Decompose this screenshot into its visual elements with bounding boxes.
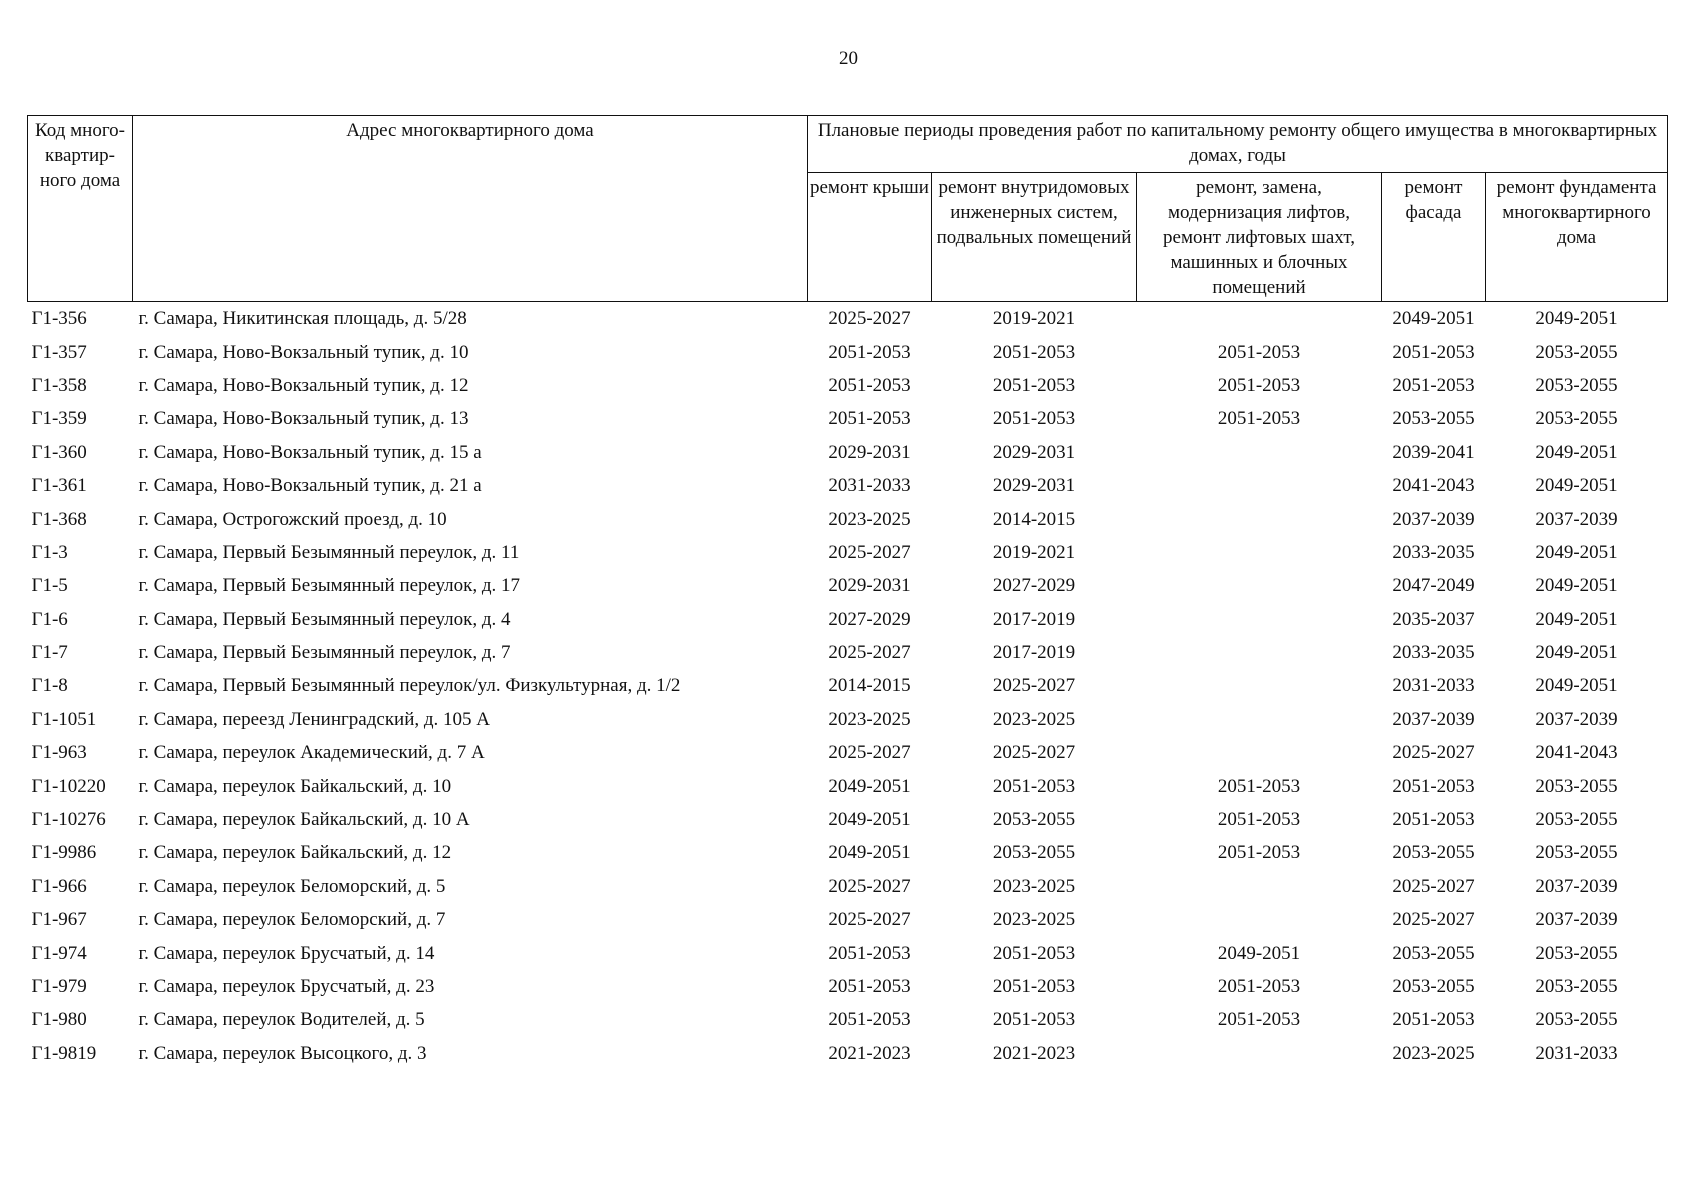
cell-elevators-period: [1137, 903, 1382, 936]
table-row: [28, 803, 1668, 836]
cell-roof-period: 2049-2051: [828, 842, 911, 864]
table-row: [28, 302, 1668, 336]
cell-roof-period: 2049-2051: [828, 809, 911, 831]
cell-address: г. Самара, переулок Беломорский, д. 5: [138, 875, 446, 897]
table-row: [28, 369, 1668, 402]
cell-address: г. Самара, Первый Безымянный переулок, д. 7: [138, 642, 511, 664]
header-roof-repair: ремонт крыши: [808, 173, 932, 302]
cell-house-code: Г1-8: [31, 675, 68, 697]
cell-facade-period: 2033-2035: [1392, 541, 1475, 563]
cell-systems-period: 2051-2053: [992, 775, 1076, 797]
cell-facade-period: 2023-2025: [1392, 1042, 1475, 1064]
cell-systems-period: 2029-2031: [992, 441, 1076, 463]
cell-elevators-period: [1137, 603, 1382, 636]
cell-address: г. Самара, Первый Безымянный переулок, д. 17: [138, 575, 521, 597]
cell-elevators-period: [1137, 536, 1382, 569]
cell-roof-period: 2051-2053: [828, 408, 911, 430]
cell-roof-period: 2014-2015: [828, 675, 911, 697]
repair-schedule-table: [27, 115, 1668, 1070]
repair-schedule-table-container: [27, 115, 1667, 1070]
cell-facade-period: 2037-2039: [1392, 708, 1475, 730]
cell-systems-period: 2051-2053: [992, 374, 1076, 396]
cell-systems-period: 2023-2025: [992, 909, 1076, 931]
cell-facade-period: 2039-2041: [1392, 441, 1475, 463]
cell-house-code: Г1-979: [31, 976, 87, 997]
cell-facade-period: 2051-2053: [1392, 775, 1475, 797]
cell-address: г. Самара, переулок Брусчатый, д. 14: [138, 942, 435, 964]
cell-facade-period: 2037-2039: [1392, 508, 1475, 530]
cell-foundation-period: 2037-2039: [1535, 508, 1618, 530]
cell-elevators-period: [1137, 1037, 1382, 1070]
cell-facade-period: 2047-2049: [1392, 575, 1475, 597]
cell-systems-period: 2019-2021: [992, 541, 1076, 563]
header-planned-periods: Плановые периоды проведения работ по капитальному ремонту общего имущества в многоквартирных домах, годы: [808, 116, 1668, 173]
cell-house-code: Г1-9986: [31, 842, 97, 864]
cell-facade-period: 2041-2043: [1392, 475, 1475, 497]
header-house-code: Код много-квартир-ного дома: [28, 116, 133, 302]
table-row: [28, 903, 1668, 936]
table-row: [28, 436, 1668, 469]
cell-address: г. Самара, Первый Безымянный переулок, д. 4: [138, 608, 511, 630]
cell-systems-period: 2051-2053: [992, 341, 1076, 363]
cell-foundation-period: 2031-2033: [1535, 1042, 1618, 1064]
cell-house-code: Г1-963: [31, 742, 87, 764]
cell-house-code: Г1-5: [31, 575, 68, 597]
cell-roof-period: 2025-2027: [828, 742, 911, 764]
cell-address: г. Самара, Никитинская площадь, д. 5/28: [138, 308, 467, 330]
cell-roof-period: 2025-2027: [828, 541, 911, 563]
cell-systems-period: 2051-2053: [992, 1009, 1076, 1031]
cell-address: г. Самара, переулок Байкальский, д. 10 А: [138, 809, 470, 831]
cell-house-code: Г1-357: [31, 341, 87, 363]
cell-elevators-period: [1137, 736, 1382, 769]
cell-roof-period: 2021-2023: [828, 1042, 911, 1064]
cell-elevators-period: [1137, 669, 1382, 702]
cell-roof-period: 2025-2027: [828, 875, 911, 897]
cell-address: г. Самара, переулок Водителей, д. 5: [138, 1009, 425, 1031]
cell-systems-period: 2023-2025: [992, 708, 1076, 730]
cell-systems-period: 2051-2053: [992, 942, 1076, 964]
cell-roof-period: 2051-2053: [828, 374, 911, 396]
cell-systems-period: 2027-2029: [992, 575, 1076, 597]
table-row: [28, 636, 1668, 669]
cell-roof-period: 2051-2053: [828, 1009, 911, 1031]
cell-elevators-period: 2051-2053: [1217, 842, 1301, 864]
cell-facade-period: 2025-2027: [1392, 742, 1475, 764]
cell-foundation-period: 2053-2055: [1535, 976, 1618, 997]
cell-foundation-period: 2049-2051: [1535, 441, 1618, 463]
cell-systems-period: 2017-2019: [992, 642, 1076, 664]
cell-facade-period: 2035-2037: [1392, 608, 1475, 630]
cell-house-code: Г1-10276: [31, 809, 106, 831]
cell-roof-period: 2031-2033: [828, 475, 911, 497]
table-row: [28, 703, 1668, 736]
cell-roof-period: 2051-2053: [828, 341, 911, 363]
cell-foundation-period: 2041-2043: [1535, 742, 1618, 764]
cell-address: г. Самара, Острогожский проезд, д. 10: [138, 508, 447, 530]
cell-roof-period: 2051-2053: [828, 942, 911, 964]
cell-roof-period: 2049-2051: [828, 775, 911, 797]
cell-facade-period: 2025-2027: [1392, 909, 1475, 931]
cell-elevators-period: 2051-2053: [1217, 775, 1301, 797]
cell-foundation-period: 2053-2055: [1535, 408, 1618, 430]
header-elevator-repair: ремонт, замена, модернизация лифтов, ремонт лифтовых шахт, машинных и блочных помещений: [1137, 173, 1382, 302]
cell-systems-period: 2025-2027: [992, 742, 1076, 764]
cell-house-code: Г1-6: [31, 608, 68, 630]
cell-foundation-period: 2049-2051: [1535, 308, 1618, 330]
cell-elevators-period: [1137, 636, 1382, 669]
cell-house-code: Г1-358: [31, 374, 87, 396]
cell-house-code: Г1-361: [31, 475, 87, 497]
cell-address: г. Самара, переулок Академический, д. 7 А: [138, 742, 485, 764]
cell-foundation-period: 2049-2051: [1535, 608, 1618, 630]
cell-foundation-period: 2037-2039: [1535, 708, 1618, 730]
cell-systems-period: 2025-2027: [992, 675, 1076, 697]
cell-address: г. Самара, переулок Байкальский, д. 10: [138, 775, 452, 797]
cell-address: г. Самара, Ново-Вокзальный тупик, д. 15 а: [138, 441, 482, 463]
cell-systems-period: 2019-2021: [992, 308, 1076, 330]
cell-elevators-period: 2051-2053: [1217, 976, 1301, 997]
cell-house-code: Г1-368: [31, 508, 87, 530]
cell-house-code: Г1-7: [31, 642, 68, 664]
cell-house-code: Г1-3: [31, 541, 68, 563]
cell-roof-period: 2023-2025: [828, 708, 911, 730]
cell-facade-period: 2049-2051: [1392, 308, 1475, 330]
table-row: [28, 536, 1668, 569]
cell-elevators-period: 2051-2053: [1217, 374, 1301, 396]
cell-roof-period: 2029-2031: [828, 575, 911, 597]
header-facade-repair: ремонт фасада: [1382, 173, 1486, 302]
cell-systems-period: 2029-2031: [992, 475, 1076, 497]
table-row: [28, 736, 1668, 769]
cell-systems-period: 2051-2053: [992, 408, 1076, 430]
cell-address: г. Самара, Ново-Вокзальный тупик, д. 12: [138, 374, 469, 396]
cell-address: г. Самара, переулок Высоцкого, д. 3: [138, 1042, 427, 1064]
table-row: [28, 936, 1668, 969]
cell-house-code: Г1-356: [31, 308, 87, 330]
cell-systems-period: 2053-2055: [992, 842, 1076, 864]
table-row: [28, 502, 1668, 535]
cell-roof-period: 2051-2053: [828, 976, 911, 997]
cell-house-code: Г1-359: [31, 408, 87, 430]
cell-facade-period: 2053-2055: [1392, 976, 1475, 997]
cell-roof-period: 2025-2027: [828, 308, 911, 330]
table-body: [28, 302, 1668, 1070]
cell-house-code: Г1-10220: [31, 775, 106, 797]
cell-elevators-period: 2051-2053: [1217, 1009, 1301, 1031]
cell-foundation-period: 2049-2051: [1535, 475, 1618, 497]
table-header: [28, 116, 1668, 302]
cell-systems-period: 2053-2055: [992, 809, 1076, 831]
cell-facade-period: 2051-2053: [1392, 809, 1475, 831]
cell-address: г. Самара, переулок Брусчатый, д. 23: [138, 976, 435, 997]
cell-facade-period: 2053-2055: [1392, 842, 1475, 864]
cell-house-code: Г1-1051: [31, 708, 97, 730]
cell-foundation-period: 2049-2051: [1535, 642, 1618, 664]
cell-facade-period: 2025-2027: [1392, 875, 1475, 897]
cell-elevators-period: [1137, 469, 1382, 502]
table-row: [28, 836, 1668, 869]
cell-systems-period: 2017-2019: [992, 608, 1076, 630]
cell-house-code: Г1-966: [31, 875, 87, 897]
cell-facade-period: 2033-2035: [1392, 642, 1475, 664]
cell-house-code: Г1-9819: [31, 1042, 97, 1064]
header-engineering-systems-repair: ремонт внутридомовых инженерных систем, подвальных помещений: [932, 173, 1137, 302]
cell-facade-period: 2051-2053: [1392, 341, 1475, 363]
cell-elevators-period: [1137, 302, 1382, 336]
cell-foundation-period: 2053-2055: [1535, 942, 1618, 964]
cell-systems-period: 2023-2025: [992, 875, 1076, 897]
cell-foundation-period: 2053-2055: [1535, 1009, 1618, 1031]
cell-elevators-period: 2051-2053: [1217, 809, 1301, 831]
cell-address: г. Самара, Ново-Вокзальный тупик, д. 13: [138, 408, 469, 430]
cell-facade-period: 2051-2053: [1392, 1009, 1475, 1031]
cell-address: г. Самара, переулок Беломорский, д. 7: [138, 909, 446, 931]
table-row: [28, 970, 1668, 1003]
cell-roof-period: 2023-2025: [828, 508, 911, 530]
cell-facade-period: 2053-2055: [1392, 942, 1475, 964]
cell-facade-period: 2053-2055: [1392, 408, 1475, 430]
page-number: 20: [839, 48, 858, 69]
table-row: [28, 1003, 1668, 1036]
cell-foundation-period: 2053-2055: [1535, 775, 1618, 797]
cell-address: г. Самара, переезд Ленинградский, д. 105 А: [138, 708, 491, 730]
cell-address: г. Самара, переулок Байкальский, д. 12: [138, 842, 452, 864]
cell-roof-period: 2027-2029: [828, 608, 911, 630]
cell-address: г. Самара, Первый Безымянный переулок, д. 11: [138, 541, 520, 563]
table-row: [28, 569, 1668, 602]
cell-house-code: Г1-360: [31, 441, 87, 463]
cell-elevators-period: 2051-2053: [1217, 341, 1301, 363]
cell-foundation-period: 2053-2055: [1535, 341, 1618, 363]
cell-elevators-period: [1137, 436, 1382, 469]
table-row: [28, 769, 1668, 802]
header-foundation-repair: ремонт фундамента многоквартирного дома: [1486, 173, 1668, 302]
cell-address: г. Самара, Ново-Вокзальный тупик, д. 10: [138, 341, 469, 363]
cell-elevators-period: [1137, 703, 1382, 736]
cell-foundation-period: 2053-2055: [1535, 374, 1618, 396]
cell-systems-period: 2051-2053: [992, 976, 1076, 997]
table-row: [28, 603, 1668, 636]
cell-foundation-period: 2037-2039: [1535, 909, 1618, 931]
table-row: [28, 870, 1668, 903]
table-row: [28, 1037, 1668, 1070]
cell-elevators-period: 2051-2053: [1217, 408, 1301, 430]
cell-house-code: Г1-967: [31, 909, 87, 931]
cell-systems-period: 2014-2015: [992, 508, 1076, 530]
cell-address: г. Самара, Первый Безымянный переулок/ул. Физкультурная, д. 1/2: [138, 675, 681, 697]
cell-foundation-period: 2049-2051: [1535, 541, 1618, 563]
table-row: [28, 335, 1668, 368]
cell-facade-period: 2031-2033: [1392, 675, 1475, 697]
cell-foundation-period: 2049-2051: [1535, 675, 1618, 697]
cell-foundation-period: 2053-2055: [1535, 842, 1618, 864]
table-row: [28, 669, 1668, 702]
cell-roof-period: 2029-2031: [828, 441, 911, 463]
cell-foundation-period: 2053-2055: [1535, 809, 1618, 831]
cell-foundation-period: 2049-2051: [1535, 575, 1618, 597]
cell-systems-period: 2021-2023: [992, 1042, 1076, 1064]
table-row: [28, 469, 1668, 502]
cell-foundation-period: 2037-2039: [1535, 875, 1618, 897]
cell-roof-period: 2025-2027: [828, 909, 911, 931]
cell-elevators-period: 2049-2051: [1217, 942, 1301, 964]
cell-house-code: Г1-974: [31, 942, 87, 964]
cell-address: г. Самара, Ново-Вокзальный тупик, д. 21 а: [138, 475, 482, 497]
cell-elevators-period: [1137, 569, 1382, 602]
cell-elevators-period: [1137, 870, 1382, 903]
cell-roof-period: 2025-2027: [828, 642, 911, 664]
cell-elevators-period: [1137, 502, 1382, 535]
cell-facade-period: 2051-2053: [1392, 374, 1475, 396]
cell-house-code: Г1-980: [31, 1009, 87, 1031]
table-row: [28, 402, 1668, 435]
header-address: Адрес многоквартирного дома: [133, 116, 808, 302]
